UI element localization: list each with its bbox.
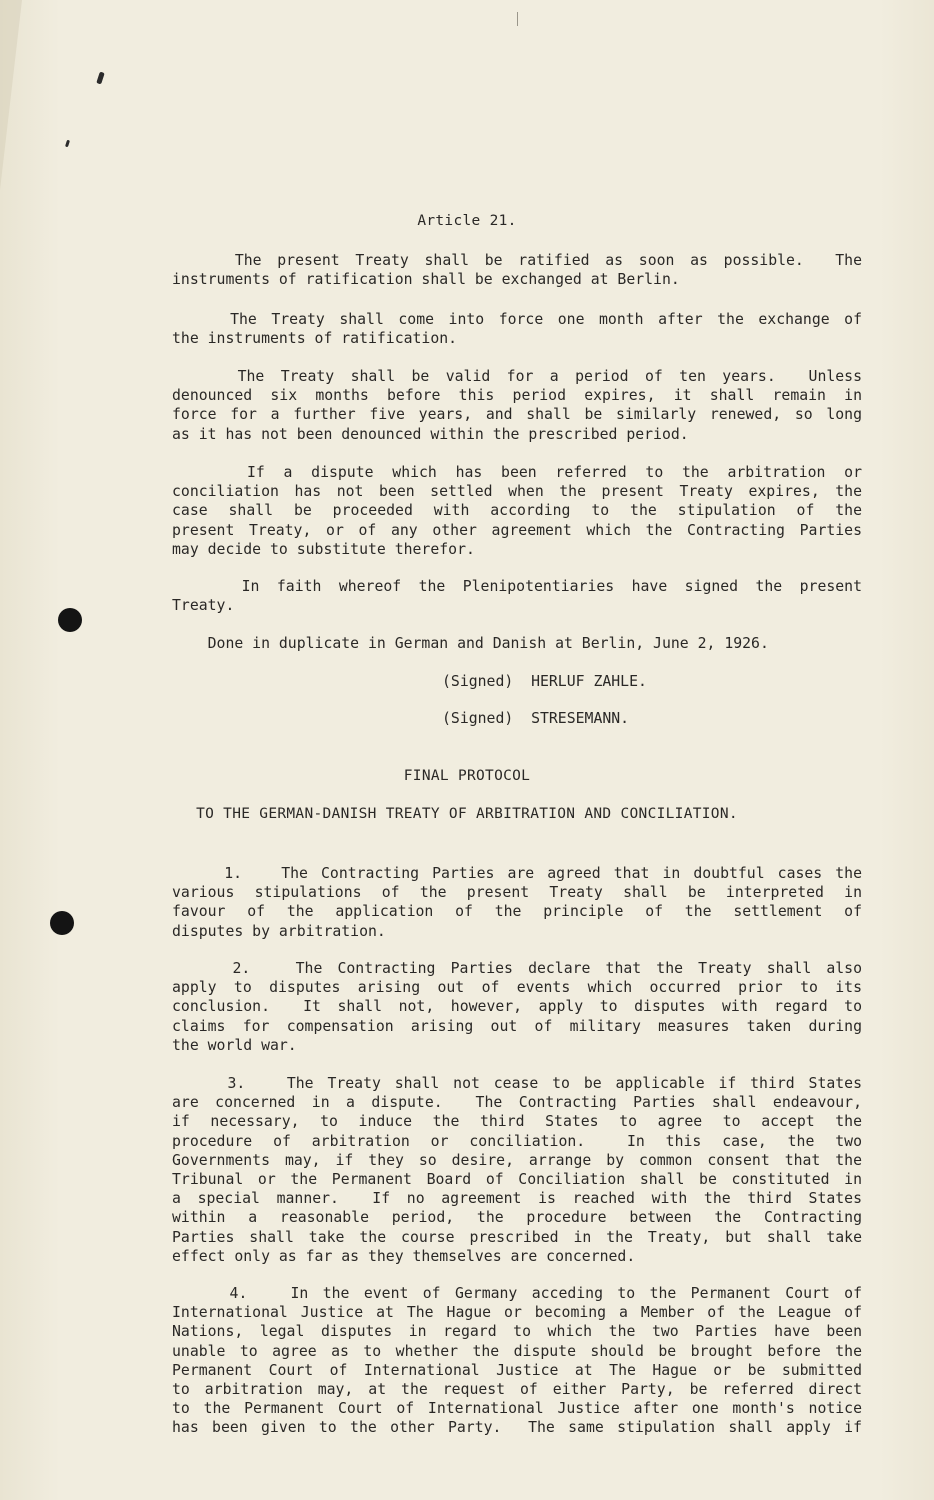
text-line: Parties shall take the course prescribed in the Treaty, but shall take [172,1228,862,1246]
article-heading: Article 21. [417,213,517,229]
text-line: 2. The Contracting Parties declare that the Treaty shall also [172,960,862,977]
text-line: International Justice at The Hague or becoming a Member of the League of [172,1304,862,1322]
text-line: The present Treaty shall be ratified as soon as possible. The [172,252,862,269]
text-line: a special manner. If no agreement is reached with the third States [172,1190,862,1208]
signature-line: (Signed) HERLUF ZAHLE. [442,673,647,690]
article-paragraph [172,577,862,615]
article-paragraph [172,463,862,559]
text-line: case shall be proceeded with according to the stipulation of the [172,502,862,520]
text-line: unable to agree as to whether the dispute should be brought before the [172,1342,862,1360]
text-line: within a reasonable period, the procedure between the Contracting [172,1209,862,1227]
text-line: 3. The Treaty shall not cease to be applicable if third States [172,1075,862,1092]
article-paragraph [172,251,862,289]
punch-hole [58,608,82,632]
article-paragraph [172,634,862,653]
text-line: the world war. [172,1036,297,1054]
text-line: In faith whereof the Plenipotentiaries have signed the present [172,578,862,595]
text-line: disputes by arbitration. [172,922,386,940]
ink-mark [96,72,104,85]
text-line: denounced six months before this period expires, it shall remain in [172,387,862,405]
text-line: The Treaty shall be valid for a period of ten years. Unless [172,368,862,385]
text-line: Treaty. [172,597,235,615]
text-line: instruments of ratification shall be exchanged at Berlin. [172,271,680,289]
article-paragraph [172,367,862,444]
protocol-paragraph [172,1284,862,1438]
text-line: Done in duplicate in German and Danish at Berlin, June 2, 1926. [172,635,769,652]
text-line: The Treaty shall come into force one month after the exchange of [172,311,862,328]
text-line: apply to disputes arising out of events which occurred prior to its [172,979,862,997]
article-paragraph [172,310,862,348]
text-line: conciliation has not been settled when the present Treaty expires, the [172,483,862,501]
text-line: claims for compensation arising out of military measures taken during [172,1017,862,1035]
text-line: to the Permanent Court of International Justice after one month's notice [172,1400,862,1418]
text-line: force for a further five years, and shall be similarly renewed, so long [172,406,862,424]
punch-hole [50,911,74,935]
text-line: favour of the application of the principle of the settlement of [172,903,862,921]
protocol-subtitle: TO THE GERMAN-DANISH TREATY OF ARBITRATION AND CONCILIATION. [196,806,738,822]
protocol-title: FINAL PROTOCOL [403,768,531,784]
text-line: may decide to substitute therefor. [172,540,475,558]
protocol-paragraph [172,959,862,1055]
text-line: Governments may, if they so desire, arrange by common consent that the [172,1151,862,1169]
page-tick-mark [517,12,518,26]
protocol-paragraph [172,1074,862,1266]
protocol-paragraph [172,864,862,941]
text-line: present Treaty, or of any other agreement which the Contracting Parties [172,521,862,539]
signature-line: (Signed) STRESEMANN. [442,710,630,727]
text-line: to arbitration may, at the request of either Party, be referred direct [172,1380,862,1398]
text-line: the instruments of ratification. [172,330,458,348]
text-line: If a dispute which has been referred to the arbitration or [172,464,862,481]
text-line: Tribunal or the Permanent Board of Conciliation shall be constituted in [172,1170,862,1188]
text-line: if necessary, to induce the third States to agree to accept the [172,1113,862,1131]
ink-mark [65,140,70,148]
folded-page-edge [0,0,22,190]
text-line: 4. In the event of Germany acceding to the Permanent Court of [172,1285,862,1302]
text-line: effect only as far as they themselves are concerned. [172,1247,636,1265]
text-line: as it has not been denounced within the prescribed period. [172,425,689,443]
text-line: conclusion. It shall not, however, apply to disputes with regard to [172,998,862,1016]
text-line: 1. The Contracting Parties are agreed that in doubtful cases the [172,865,862,882]
text-line: Nations, legal disputes in regard to which the two Parties have been [172,1323,862,1341]
text-line: are concerned in a dispute. The Contracting Parties shall endeavour, [172,1094,862,1112]
text-line: has been given to the other Party. The same stipulation shall apply if [172,1419,862,1437]
text-line: procedure of arbitration or conciliation. In this case, the two [172,1132,862,1150]
text-line: various stipulations of the present Treaty shall be interpreted in [172,884,862,902]
text-line: Permanent Court of International Justice at The Hague or be submitted [172,1361,862,1379]
